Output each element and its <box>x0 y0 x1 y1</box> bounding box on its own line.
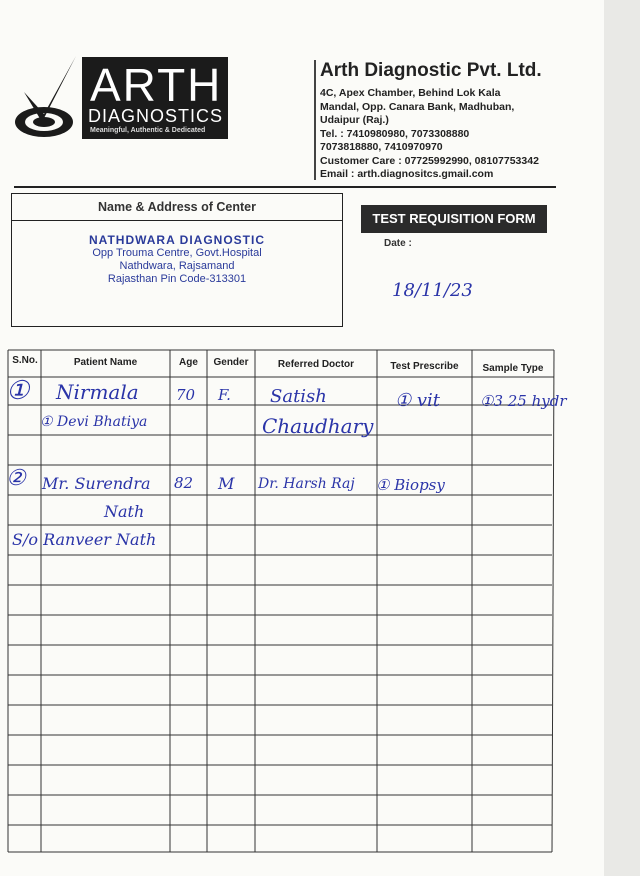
logo-word-diagnostics: DIAGNOSTICS <box>88 106 224 126</box>
col-header-gender: Gender <box>213 357 249 368</box>
logo-word-arth: ARTH <box>90 59 223 111</box>
email-line: Email : arth.diagnositcs.gmail.com <box>320 168 494 180</box>
entry-age-2: 82 <box>174 474 194 492</box>
center-name: NATHDWARA DIAGNOSTIC <box>89 233 265 247</box>
col-header-sno: S.No. <box>12 355 38 366</box>
logo-tagline: Meaningful, Authentic & Dedicated <box>90 127 206 134</box>
entry-patient-name-2: Mr. Surendra <box>42 474 151 493</box>
center-address-line: Rajasthan Pin Code-313301 <box>107 273 247 285</box>
entry-test-2: ① Biopsy <box>376 476 445 494</box>
entry-sample-1: ①3 25 hydr <box>480 392 567 410</box>
date-value: 18/11/23 <box>392 280 473 301</box>
company-name: Arth Diagnostic Pvt. Ltd. <box>320 60 542 81</box>
entry-doctor-1-cont: Chaudhary <box>262 414 374 438</box>
center-address-line: Nathdwara, Rajsamand <box>119 260 235 272</box>
entry-doctor-1: Satish <box>270 386 327 407</box>
address-line: Mandal, Opp. Canara Bank, Madhuban, <box>320 100 515 113</box>
telephone-line: Tel. : 7410980980, 7073308880 <box>320 127 470 140</box>
entry-gender-1: F. <box>218 386 231 404</box>
address-line: 4C, Apex Chamber, Behind Lok Kala <box>320 87 501 99</box>
form-title: TEST REQUISITION FORM <box>361 205 547 233</box>
address-line: Udaipur (Raj.) <box>320 114 389 126</box>
col-header-test-prescribe: Test Prescribe <box>390 361 459 372</box>
customer-care-line: Customer Care : 07725992990, 08107753342 <box>320 154 539 167</box>
col-header-sample-type: Sample Type <box>482 363 544 374</box>
entry-test-1: ① vit <box>395 390 441 411</box>
col-header-referred-doctor: Referred Doctor <box>277 359 355 370</box>
center-address-line: Opp Trouma Centre, Govt.Hospital <box>92 247 262 259</box>
entry-patient-name-2-relation: S/o Ranveer Nath <box>12 530 157 549</box>
col-header-age: Age <box>179 357 198 368</box>
entry-patient-name-1-cont: ① Devi Bhatiya <box>40 414 148 430</box>
center-box-header: Name & Address of Center <box>12 194 342 221</box>
telephone-line: 7073818880, 7410970970 <box>320 141 443 153</box>
date-label: Date : <box>384 238 412 249</box>
entry-age-1: 70 <box>176 386 196 404</box>
entry-sno-2: ② <box>6 466 26 491</box>
entry-gender-2: M <box>218 474 235 493</box>
col-header-patient-name: Patient Name <box>73 357 138 368</box>
entry-patient-name-1: Nirmala <box>56 380 139 404</box>
entry-sno-1: ① <box>6 376 30 406</box>
entry-doctor-2: Dr. Harsh Raj <box>258 476 355 492</box>
entry-patient-name-2-cont: Nath <box>104 502 145 521</box>
